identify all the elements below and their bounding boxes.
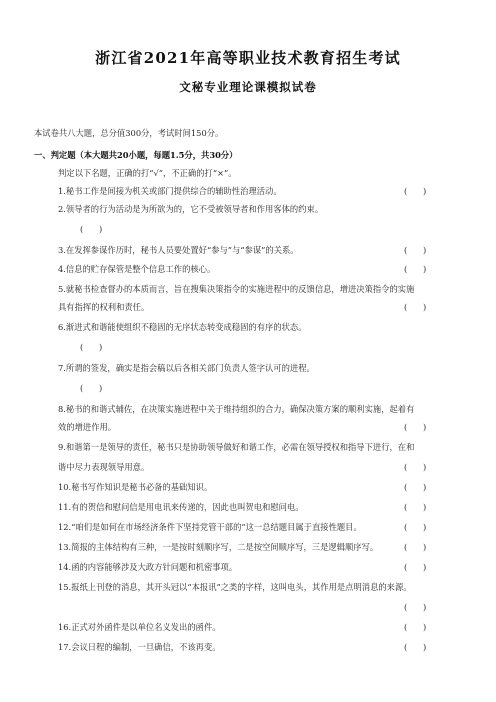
answer-blank[interactable]: ( ) (404, 642, 427, 652)
answer-blank[interactable]: ( ) (404, 522, 427, 532)
question-item: 4.信息的贮存保管是整个信息工作的核心。 (58, 264, 216, 274)
question-item-continued: 具有指挥的权利和责任。 (58, 302, 150, 312)
question-item-continued: 谐中尽力表现领导用意。 (58, 462, 150, 472)
question-item: 9.和谐第一是领导的责任，秘书只是协助领导做好和谐工作，必需在领导授权和指导下进行，在和 (58, 442, 415, 452)
question-item: 1.秘书工作是间接为机关或部门提供综合的辅助性治理活动。 (58, 186, 282, 196)
question-item: 14.函的内容能够涉及大政方针问题和机密事项。 (58, 562, 238, 572)
section-instruction: 判定以下名题，正确的打“√”，不正确的打“×”。 (58, 168, 237, 178)
answer-blank[interactable]: ( ) (80, 383, 103, 393)
question-item: 13.简报的主体结构有三种，一是按时刻顺序写，二是按空间顺序写，三是逻辑顺序写。 (58, 542, 379, 552)
answer-blank[interactable]: ( ) (404, 482, 427, 492)
question-item: 2.领导者的行为活动是为所欲为的，它不受被领导者和作用客体的约束。 (58, 204, 324, 214)
question-item: 17.会议日程的编制，一旦确信，不该再变。 (58, 642, 221, 652)
answer-blank[interactable]: ( ) (80, 224, 103, 234)
exam-title: 浙江省2021年高等职业技术教育招生考试 (95, 49, 401, 67)
question-item: 8.秘书的和谐式辅佐，在决策实施进程中关于维持组织的合力，确保决策方案的顺利实施，起着有 (58, 404, 415, 414)
answer-blank[interactable]: ( ) (80, 342, 103, 352)
answer-blank[interactable]: ( ) (404, 422, 427, 432)
answer-blank[interactable]: ( ) (404, 562, 427, 572)
question-item: 10.秘书写作知识是秘书必备的基础知识。 (58, 482, 213, 492)
answer-blank[interactable]: ( ) (404, 186, 427, 196)
question-item-continued: 效的增进作用。 (58, 422, 117, 432)
answer-blank[interactable]: ( ) (404, 602, 427, 612)
section-heading: 一、判定题（本大题共20小题，每题1.5分，共30分） (34, 150, 238, 160)
question-item: 12.“咱们是如何在市场经济条件下坚持党管干部的”这一总结题目属于直接性题目。 (58, 522, 362, 532)
answer-blank[interactable]: ( ) (404, 622, 427, 632)
answer-blank[interactable]: ( ) (404, 462, 427, 472)
answer-blank[interactable]: ( ) (404, 264, 427, 274)
exam-intro: 本试卷共八大题，总分值300分，考试时间150分。 (34, 128, 224, 138)
question-item: 16.正式对外函件是以单位名义发出的函件。 (58, 622, 221, 632)
question-item: 3.在发挥参谋作历时，秘书人员要处置好“参与”与“参谋”的关系。 (58, 245, 299, 255)
answer-blank[interactable]: ( ) (404, 502, 427, 512)
answer-blank[interactable]: ( ) (404, 542, 427, 552)
answer-blank[interactable]: ( ) (404, 302, 427, 312)
exam-subtitle: 文秘专业理论课模拟试卷 (179, 80, 317, 94)
question-item: 6.渐进式和谐能使组织不稳固的无序状态转变成稳固的有序的状态。 (58, 322, 307, 332)
question-item: 15.报纸上刊登的消息，其开头冠以“本报讯”之类的字样，这叫电头，其作用是点明消息的来源。 (58, 582, 412, 592)
question-item: 5.就秘书检查督办的本质而言，旨在搜集决策指令的实施进程中的反馈信息，增进决策指令的实施 (58, 284, 415, 294)
answer-blank[interactable]: ( ) (404, 245, 427, 255)
question-item: 11.有的贺信和慰问信是用电讯来传递的，因此也叫贺电和慰问电。 (58, 502, 304, 512)
question-item: 7.所谓的签发，确实是指会稿以后各相关部门负责人签字认可的进程。 (58, 363, 315, 373)
